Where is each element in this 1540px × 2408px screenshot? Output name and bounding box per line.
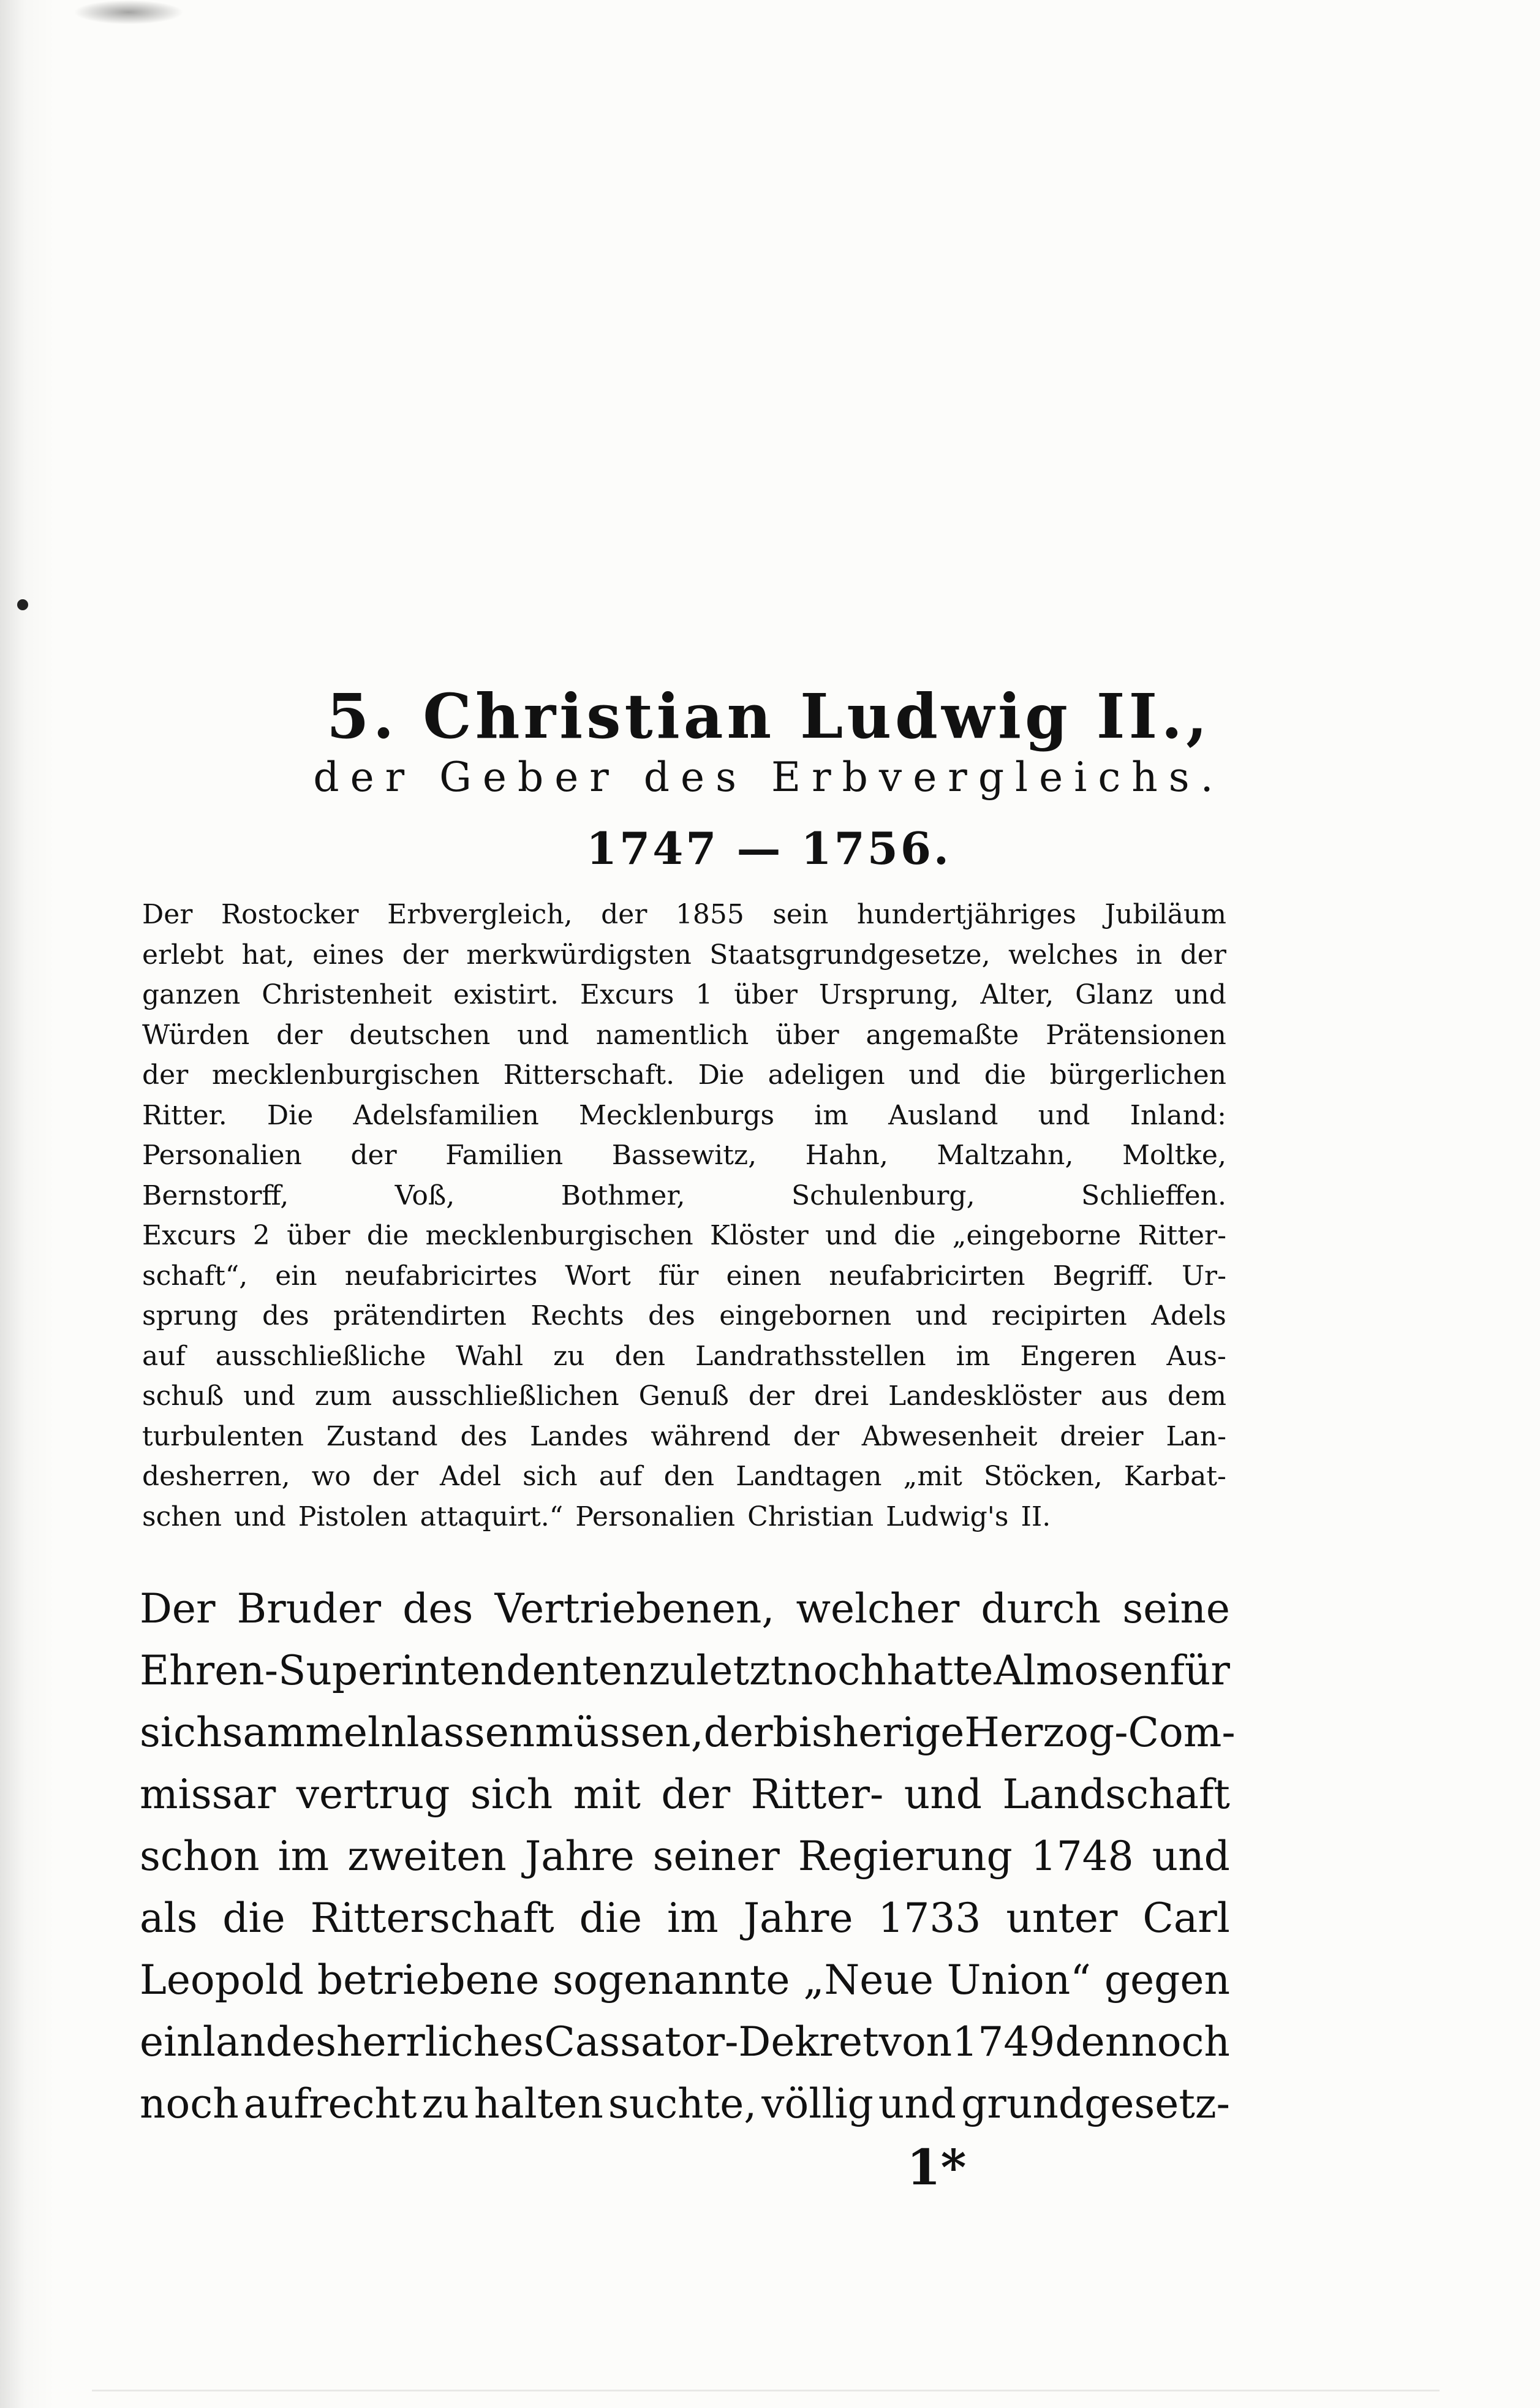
margin-dot: [17, 599, 28, 610]
signature-mark: 1*: [907, 2138, 967, 2196]
body-line: ein landesherrliches Cassator-Dekret von 1749 dennoch: [140, 2018, 1230, 2065]
body-line: missar vertrug sich mit der Ritter- und Landschaft: [140, 1771, 1230, 1818]
summary-line: turbulenten Zustand des Landes während der Abwesenheit dreier Lan-: [142, 1420, 1226, 1452]
body-line: sich sammeln lassen müssen, der bisherige Herzog-Com-: [140, 1709, 1236, 1756]
page-edge: [92, 2390, 1440, 2391]
summary-line: sprung des prätendirten Rechts des eingebornen und recipirten Adels: [142, 1300, 1226, 1331]
body-line: schon im zweiten Jahre seiner Regierung 1748 und: [140, 1833, 1230, 1880]
summary-line: Personalien der Familien Bassewitz, Hahn, Maltzahn, Moltke,: [142, 1140, 1226, 1171]
scan-smudge: [74, 0, 184, 25]
summary-line: schen und Pistolen attaquirt.“ Personalien Christian Ludwig's II.: [142, 1501, 1051, 1532]
body-line: Leopold betriebene sogenannte „Neue Union“ gegen: [140, 1956, 1230, 2004]
chapter-subtitle: der Geber des Erbvergleichs.: [313, 754, 1225, 801]
chapter-summary: [142, 895, 1226, 1537]
body-line: noch aufrecht zu halten suchte, völlig und grundgesetz-: [140, 2080, 1230, 2127]
body-line: Der Bruder des Vertriebenen, welcher durch seine: [140, 1585, 1230, 1632]
summary-line: Ritter. Die Adelsfamilien Mecklenburgs im Ausland und Inland:: [142, 1099, 1226, 1131]
summary-line: der mecklenburgischen Ritterschaft. Die adeligen und die bürgerlichen: [142, 1059, 1226, 1091]
chapter-title: 5. Christian Ludwig II.,: [326, 680, 1211, 752]
summary-line: erlebt hat, eines der merkwürdigsten Staatsgrundgesetze, welches in der: [142, 939, 1226, 971]
summary-line: Bernstorff, Voß, Bothmer, Schulenburg, Schlieffen.: [142, 1179, 1226, 1211]
summary-line: schuß und zum ausschließlichen Genuß der drei Landesklöster aus dem: [142, 1380, 1226, 1412]
summary-line: Würden der deutschen und namentlich über angemaßte Prätensionen: [142, 1019, 1226, 1051]
summary-line: desherren, wo der Adel sich auf den Landtagen „mit Stöcken, Karbat-: [142, 1461, 1226, 1492]
body-line: als die Ritterschaft die im Jahre 1733 unter Carl: [140, 1895, 1230, 1942]
summary-line: auf ausschließliche Wahl zu den Landrathsstellen im Engeren Aus-: [142, 1340, 1226, 1372]
summary-line: Excurs 2 über die mecklenburgischen Klöster und die „eingeborne Ritter-: [142, 1220, 1226, 1251]
summary-line: schaft“, ein neufabricirtes Wort für einen neufabricirten Begriff. Ur-: [142, 1260, 1226, 1292]
summary-line: ganzen Christenheit existirt. Excurs 1 über Ursprung, Alter, Glanz und: [142, 979, 1226, 1010]
body-text: [140, 1578, 1236, 2135]
chapter-years: 1747 — 1756.: [586, 822, 951, 874]
summary-line: Der Rostocker Erbvergleich, der 1855 sein hundertjähriges Jubiläum: [142, 899, 1226, 930]
body-line: Ehren-Superintendenten zuletzt noch hatte Almosen für: [140, 1647, 1230, 1694]
